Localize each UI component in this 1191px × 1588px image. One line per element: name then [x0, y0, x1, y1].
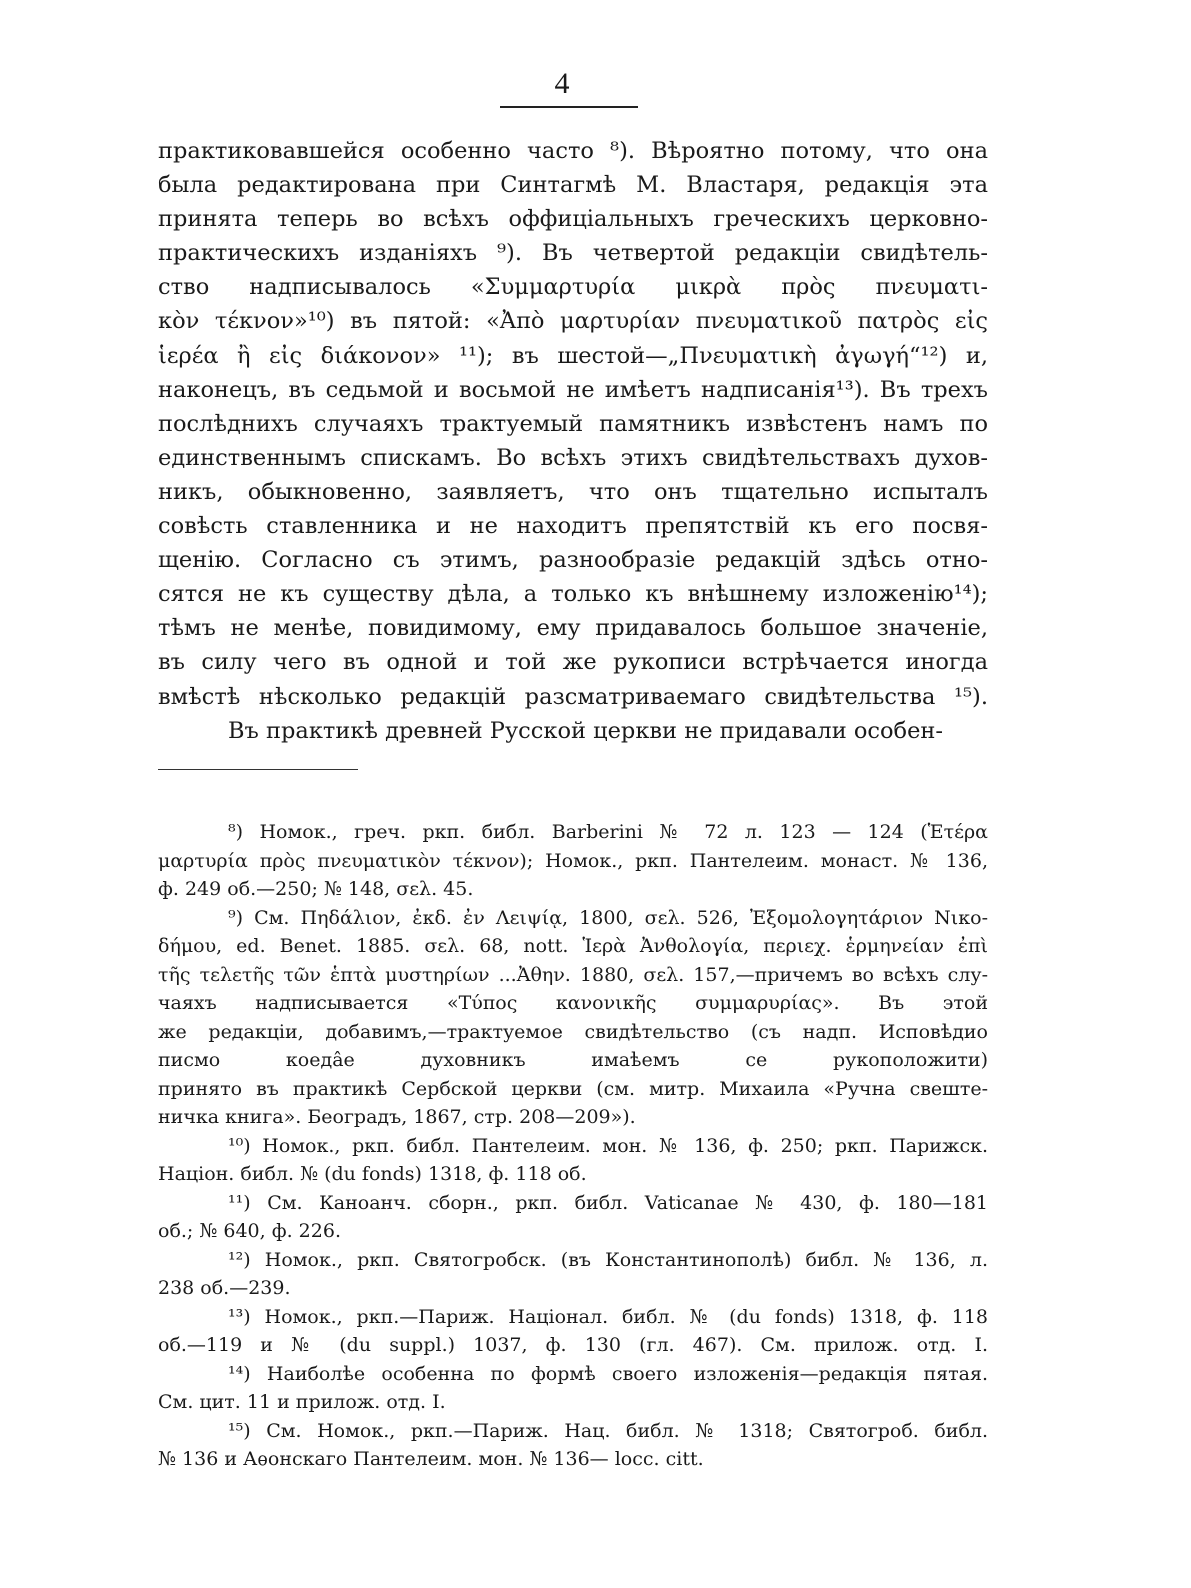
body-line: была редактирована при Синтагмѣ М. Властаря, редакція эта [158, 172, 988, 199]
page-number: 4 [554, 67, 570, 100]
body-line: щенію. Согласно съ этимъ, разнообразіе редакцій здѣсь отно- [158, 547, 988, 574]
footnote-line: μαρτυρία πρὸς πνευματικὸν τέκνον); Номок., ркп. Пантелеим. монаст. № 136, [158, 849, 988, 872]
body-line: въ силу чего въ одной и той же рукописи встрѣчается иногда [158, 649, 988, 676]
footnote-line: принято въ практикѣ Сербской церкви (см. митр. Михаила «Ручна свеште- [158, 1077, 988, 1100]
footnote-line: 238 об.—239. [158, 1277, 291, 1299]
footnote-line: ¹⁵) См. Номок., ркп.—Париж. Нац. библ. № 1318; Святогроб. библ. [228, 1419, 988, 1442]
header-rule [500, 106, 638, 108]
body-line: послѣднихъ случаяхъ трактуемый памятникъ извѣстенъ намъ по [158, 410, 988, 437]
body-line: наконецъ, въ седьмой и восьмой не имѣетъ надписанія¹³). Въ трехъ [158, 376, 988, 403]
footnote-line: чаяхъ надписывается «Τύπος κανονικῆς συμμαρυρίας». Въ этой [158, 992, 988, 1014]
footnote-line: ⁹) См. Πηδάλιον, ἐκδ. ἐν Λειψίᾳ, 1800, σελ. 526, Ἐξομολογητάριον Νικο- [228, 906, 988, 929]
body-line: вмѣстѣ нѣсколько редакцій разсматриваемаго свидѣтельства ¹⁵). [158, 683, 988, 710]
body-line: совѣсть ставленника и не находитъ препятствій къ его посвя- [158, 513, 988, 540]
footnote-line: ¹⁴) Наиболѣе особенна по формѣ своего изложенія—редакція пятая. [228, 1362, 988, 1385]
footnote-line: ¹²) Номок., ркп. Святогробск. (въ Константинополѣ) библ. № 136, л. [228, 1248, 988, 1271]
body-line: принята теперь во всѣхъ оффиціальныхъ греческихъ церковно- [158, 206, 988, 233]
body-line: ство надписывалось «Συμμαρτυρία μικρὰ πρὸς πνευματι- [158, 274, 988, 301]
footnote-line: δήμου, ed. Benet. 1885. σελ. 68, nott. Ἱερὰ Ἀνθολογία, περιεχ. ἑρμηνείαν ἐπὶ [158, 935, 988, 957]
body-line: тѣмъ не менѣе, повидимому, ему придавалось большое значеніе, [158, 615, 988, 642]
body-line: практическихъ изданіяхъ ⁹). Въ четвертой редакціи свидѣтель- [158, 240, 988, 267]
footnote-line: ничка книга». Београдъ, 1867, стр. 208—209»). [158, 1106, 636, 1128]
footnote-line: ¹¹) См. Каноанч. сборн., ркп. библ. Vaticanae № 430, ф. 180—181 [228, 1191, 988, 1214]
footnotes [158, 818, 988, 1474]
footnote-line: ⁸) Номок., греч. ркп. библ. Barberini № 72 л. 123 — 124 (Ἑτέρα [228, 821, 988, 843]
footnote-line: ф. 249 об.—250; № 148, σελ. 45. [158, 878, 474, 900]
body-line: κὸν τέκνον»¹⁰) въ пятой: «Ἀπὸ μαρτυρίαν πνευματικοῦ πατρὸς εἰς [158, 308, 988, 335]
body-line: сятся не къ существу дѣла, а только къ внѣшнему изложенію¹⁴); [158, 581, 988, 608]
body-line: практиковавшейся особенно часто ⁸). Вѣроятно потому, что она [158, 138, 988, 164]
body-line: Въ практикѣ древней Русской церкви не придавали особен- [228, 717, 944, 744]
footnote-line: об.—119 и № (du suppl.) 1037, ф. 130 (гл. 467). См. прилож. отд. I. [158, 1334, 988, 1356]
footnote-line: же редакціи, добавимъ,—трактуемое свидѣтельство (съ надп. Исповѣдио [158, 1020, 988, 1043]
footnote-line: писмо коеда̂е духовникъ имаѣемъ се рукоположити) [158, 1049, 988, 1071]
footnote-line: См. цит. 11 и прилож. отд. I. [158, 1391, 446, 1413]
body-line: ἱερέα ἢ εἰς διάκονον» ¹¹); въ шестой—„Πνευματικὴ ἀγωγή“¹²) и, [158, 342, 988, 369]
footnote-line: об.; № 640, ф. 226. [158, 1220, 341, 1242]
body-line: единственнымъ спискамъ. Во всѣхъ этихъ свидѣтельствахъ духов- [158, 444, 988, 471]
footnote-line: ¹³) Номок., ркп.—Париж. Націонал. библ. № (du fonds) 1318, ф. 118 [228, 1305, 988, 1328]
body-text [158, 134, 988, 748]
footnote-line: Націон. библ. № (du fonds) 1318, ф. 118 об. [158, 1163, 587, 1185]
footnote-rule [158, 769, 358, 770]
footnote-line: ¹⁰) Номок., ркп. библ. Пантелеим. мон. № 136, ф. 250; ркп. Парижск. [228, 1134, 988, 1157]
footnote-line: № 136 и Аѳонскаго Пантелеим. мон. № 136— locc. citt. [158, 1448, 704, 1470]
body-line: никъ, обыкновенно, заявляетъ, что онъ тщательно испыталъ [158, 478, 988, 505]
footnote-line: τῆς τελετῆς τῶν ἑπτὰ μυστηρίων ...Ἀθην. 1880, σελ. 157,—причемъ во всѣхъ слу- [158, 963, 988, 986]
